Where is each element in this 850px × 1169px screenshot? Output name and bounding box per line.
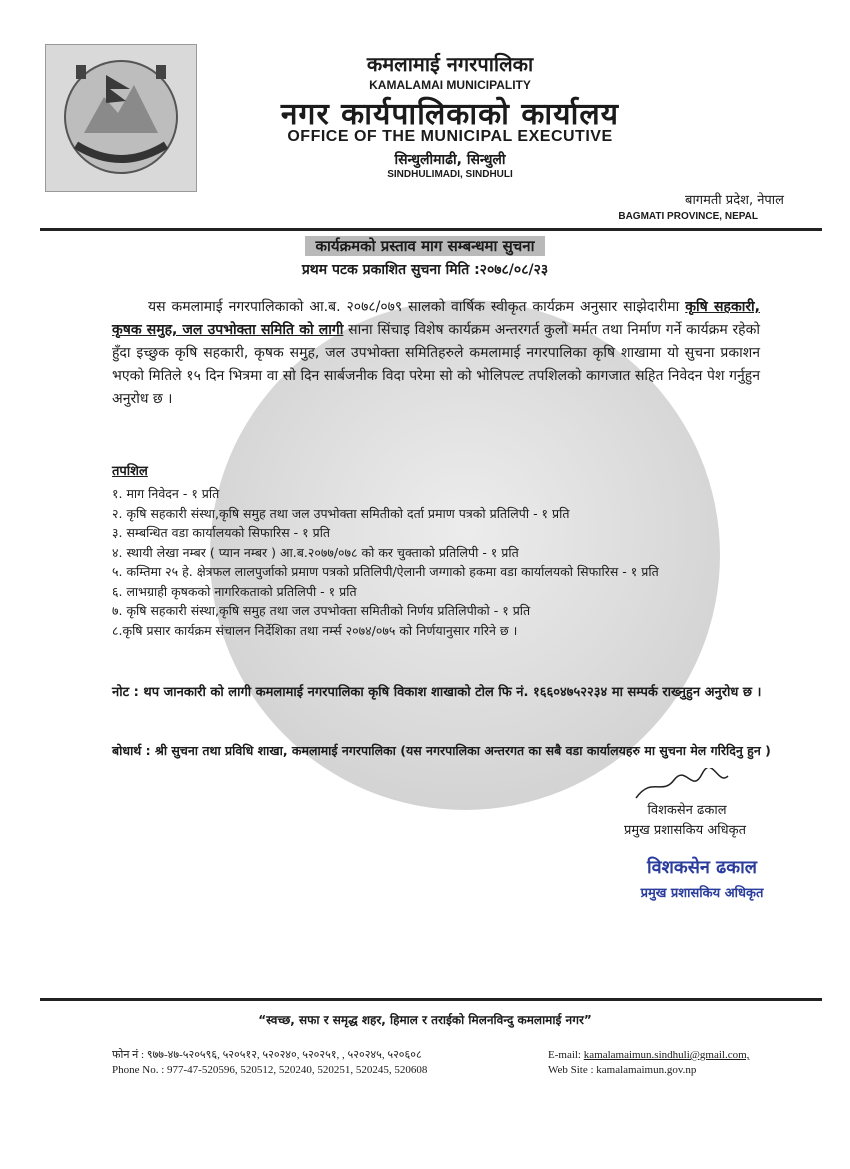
documents-list <box>112 484 772 640</box>
list-item: ६. लाभग्राही कृषकको नागरिकताको प्रतिलिपी - १ प्रति <box>112 583 357 599</box>
documents-list-heading: तपशिल <box>112 464 148 479</box>
list-item: ७. कृषि सहकारी संस्था,कृषि समुह तथा जल उपभोक्ता समितीको निर्णय प्रतिलिपीको - १ प्रति <box>112 603 531 618</box>
contact-note: नोट : थप जानकारी को लागी कमलामाई नगरपालिका कृषि विकाश शाखाको टोल फि नं. १६६०४७५२२३४ मा सम्पर्क राख्नुहुन अनुरोध छ । <box>112 685 762 700</box>
phone-block <box>112 1048 427 1078</box>
handwritten-signature-icon <box>632 768 732 802</box>
notice-body-highlight: कृषि सहकारी, कृषक समुह, जल उपभोक्ता समिति को लागी <box>112 299 760 338</box>
nepal-emblem-icon <box>46 45 196 191</box>
notice-body-start: यस कमलामाई नगरपालिकाको आ.ब. २०७८/०७९ सालको वार्षिक स्वीकृत कार्यक्रम अनुसार साझेदारीमा <box>148 299 686 315</box>
list-item: ४. स्थायी लेखा नम्बर ( प्यान नम्बर ) आ.ब.२०७७/०७८ को कर चुक्ताको प्रतिलिपी - १ प्रति <box>112 544 519 560</box>
signatory-title: प्रमुख प्रशासकिय अधिकृत <box>623 823 747 838</box>
stamp-name: विशकसेन ढकाल <box>647 857 757 878</box>
footer-slogan: “स्वच्छ, सफा र समृद्ध शहर, हिमाल र तराईको मिलनविन्दु कमलामाई नगर” <box>258 1013 592 1027</box>
list-item: २. कृषि सहकारी संस्था,कृषि समुह तथा जल उपभोक्ता समितीको दर्ता प्रमाण पत्रको प्रतिलिपी - १ प्रति <box>112 505 570 521</box>
municipal-emblem-logo <box>45 44 197 192</box>
official-stamp <box>612 855 792 901</box>
notice-title <box>0 236 850 256</box>
office-title-np: नगर कार्यपालिकाको कार्यालय <box>280 97 620 132</box>
province-en: BAGMATI PROVINCE, NEPAL <box>618 211 758 222</box>
list-item: १. माग निवेदन - १ प्रति <box>112 486 220 501</box>
stamp-title: प्रमुख प्रशासकिय अधिकृत <box>640 886 764 901</box>
list-item: ५. कम्तिमा २५ हे. क्षेत्रफल लालपुर्जाको प्रमाण पत्रको प्रतिलिपी/ऐलानी जग्गाको हकमा वडा कार्यालयको सिफारिस - १ प्रति <box>112 564 659 579</box>
location-en: SINDHULIMADI, SINDHULI <box>387 169 513 180</box>
signatory-name: विशकसेन ढकाल <box>647 803 727 818</box>
footer-divider <box>40 998 822 1001</box>
email-line <box>548 1048 749 1063</box>
header-divider <box>40 228 822 231</box>
website-link[interactable]: Web Site : kamalamaimun.gov.np <box>548 1064 697 1076</box>
online-contact-block <box>548 1048 749 1078</box>
list-item: ८.कृषि प्रसार कार्यक्रम संचालन निर्देशिका तथा नर्म्स २०७४/०७५ को निर्णयानुसार गरिने छ । <box>112 622 518 638</box>
cc-note: बोधार्थ : श्री सुचना तथा प्रविधि शाखा, कमलामाई नगरपालिका (यस नगरपालिका अन्तरगत का सबै वडा कार्यालयहरु मा सुचना मेल गरिदिनु हुन ) <box>112 743 771 758</box>
email-link[interactable]: kamalamaimun.sindhuli@gmail.com, <box>583 1049 750 1061</box>
list-item: ३. सम्बन्धित वडा कार्यालयको सिफारिस - १ प्रति <box>112 525 331 540</box>
notice-body <box>112 296 760 411</box>
office-title-en: OFFICE OF THE MUNICIPAL EXECUTIVE <box>287 128 613 145</box>
province-np: बागमती प्रदेश, नेपाल <box>685 193 784 208</box>
email-label: E-mail: <box>548 1049 584 1061</box>
notice-title-text: कार्यक्रमको प्रस्ताव माग सम्बन्धमा सुचना <box>305 236 544 256</box>
notice-body-end: साना सिंचाइ विशेष कार्यक्रम अन्तरगर्त कुलो मर्मत तथा निर्माण गर्ने कार्यक्रम रहेको हुँदा इच्छुक कृषि सहकारी, कृषक समुह, जल उपभोक्ता समितिहरुले कमलामाई नगरपालिका कृषि शाखामा यो सुचना प्रकाशन भएको मितिले १५ दिन भित्रमा वा सो दिन सार्बजनीक विदा परेमा सो को भोलिपल्ट तपशिलको कागजात सहित निवेदन पेश गर्नुहुन अनुरोध छ । <box>112 322 760 407</box>
phone-np: फोन नं : ९७७-४७-५२०५९६, ५२०५१२, ५२०२४०, ५२०२५१, , ५२०२४५, ५२०६०८ <box>112 1049 422 1061</box>
municipality-name-en: KAMALAMAI MUNICIPALITY <box>369 78 531 92</box>
phone-en: Phone No. : 977-47-520596, 520512, 520240, 520251, 520245, 520608 <box>112 1064 428 1076</box>
notice-published-date: प्रथम पटक प्रकाशित सुचना मिति :२०७८/०८/२३ <box>301 262 549 278</box>
location-np: सिन्धुलीमाढी, सिन्धुली <box>394 152 506 168</box>
municipality-name-np: कमलामाई नगरपालिका <box>366 52 534 76</box>
